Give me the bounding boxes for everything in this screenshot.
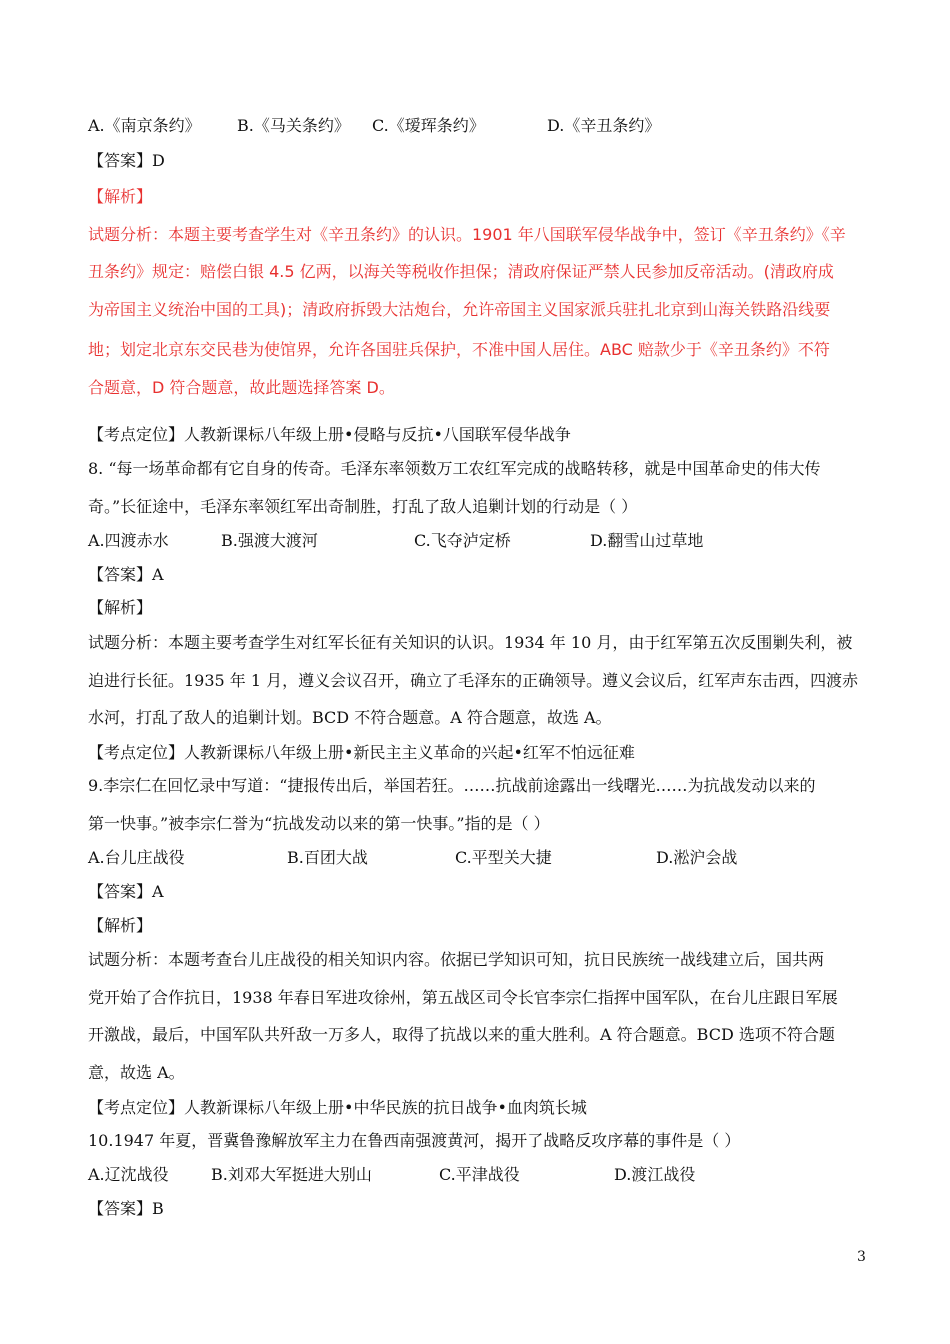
q8-knowledge-point: 【考点定位】人教新课标八年级上册•新民主主义革命的兴起•红军不怕远征难 [88,743,635,762]
q8-analysis-label: 【解析】 [88,598,153,617]
q7-analysis-label: 【解析】 [88,187,153,206]
q9-option-b: B.百团大战 [287,848,368,867]
q9-analysis-line: 试题分析：本题考查台儿庄战役的相关知识内容。依据已学知识可知，抗日民族统一战线建立后，国共两 [88,950,825,969]
q8-option-c: C.飞夺泸定桥 [414,531,511,550]
q9-stem-line: 9.李宗仁在回忆录中写道：“捷报传出后，举国若狂。……抗战前途露出一线曙光……为抗战发动以来的 [88,776,816,795]
q10-option-b: B.刘邓大军挺进大别山 [211,1165,372,1184]
q8-analysis-line: 试题分析：本题主要考查学生对红军长征有关知识的认识。1934 年 10 月，由于红军第五次反围剿失利，被 [88,633,853,652]
q7-answer: 【答案】D [88,151,165,170]
q10-answer: 【答案】B [88,1199,164,1218]
page-number: 3 [857,1249,866,1265]
q8-option-b: B.强渡大渡河 [221,531,318,550]
q7-option-c: C.《瑷珲条约》 [372,116,485,135]
q9-option-c: C.平型关大捷 [455,848,552,867]
q9-analysis-label: 【解析】 [88,916,153,935]
q7-option-b: B.《马关条约》 [237,116,350,135]
q9-answer: 【答案】A [88,882,164,901]
q10-option-d: D.渡江战役 [614,1165,696,1184]
q9-option-a: A.台儿庄战役 [88,848,185,867]
q8-answer: 【答案】A [88,565,164,584]
q7-analysis-line: 合题意，D 符合题意，故此题选择答案 D。 [88,378,395,397]
q10-stem-line: 10.1947 年夏，晋冀鲁豫解放军主力在鲁西南强渡黄河，揭开了战略反攻序幕的事件是（ ） [88,1131,741,1150]
q10-option-a: A.辽沈战役 [88,1165,169,1184]
q9-analysis-line: 意，故选 A。 [88,1063,185,1082]
q9-knowledge-point: 【考点定位】人教新课标八年级上册•中华民族的抗日战争•血肉筑长城 [88,1098,587,1117]
q8-option-a: A.四渡赤水 [88,531,169,550]
q8-stem-line: 8. “每一场革命都有它自身的传奇。毛泽东率领数万工农红军完成的战略转移，就是中国革命史的伟大传 [88,459,821,478]
q7-option-d: D.《辛丑条约》 [547,116,661,135]
q8-stem-line: 奇。”长征途中，毛泽东率领红军出奇制胜，打乱了敌人追剿计划的行动是（ ） [88,497,638,516]
q7-analysis-line: 试题分析：本题主要考查学生对《辛丑条约》的认识。1901 年八国联军侵华战争中，签订《辛丑条约》《辛 [88,225,846,244]
q9-stem-line: 第一快事。”被李宗仁誉为“抗战发动以来的第一快事。”指的是（ ） [88,814,550,833]
q8-analysis-line: 迫进行长征。1935 年 1 月，遵义会议召开，确立了毛泽东的正确领导。遵义会议后，红军声东击西，四渡赤 [88,671,859,690]
q8-option-d: D.翻雪山过草地 [590,531,704,550]
q7-knowledge-point: 【考点定位】人教新课标八年级上册•侵略与反抗•八国联军侵华战争 [88,425,571,444]
q10-option-c: C.平津战役 [439,1165,520,1184]
q9-analysis-line: 党开始了合作抗日，1938 年春日军进攻徐州，第五战区司令长官李宗仁指挥中国军队，在台儿庄跟日军展 [88,988,838,1007]
q7-analysis-line: 地；划定北京东交民巷为使馆界，允许各国驻兵保护，不准中国人居住。ABC 赔款少于《辛丑条约》不符 [88,340,830,359]
q9-analysis-line: 开激战，最后，中国军队共歼敌一万多人，取得了抗战以来的重大胜利。A 符合题意。BCD 选项不符合题 [88,1025,835,1044]
q7-analysis-line: 为帝国主义统治中国的工具)；清政府拆毁大沽炮台，允许帝国主义国家派兵驻扎北京到山海关铁路沿线要 [88,300,831,319]
q7-analysis-line: 丑条约》规定：赔偿白银 4.5 亿两，以海关等税收作担保；清政府保证严禁人民参加反帝活动。(清政府成 [88,262,834,281]
q8-analysis-line: 水河，打乱了敌人的追剿计划。BCD 不符合题意。A 符合题意，故选 A。 [88,708,612,727]
q9-option-d: D.淞沪会战 [656,848,738,867]
q7-option-a: A.《南京条约》 [88,116,201,135]
